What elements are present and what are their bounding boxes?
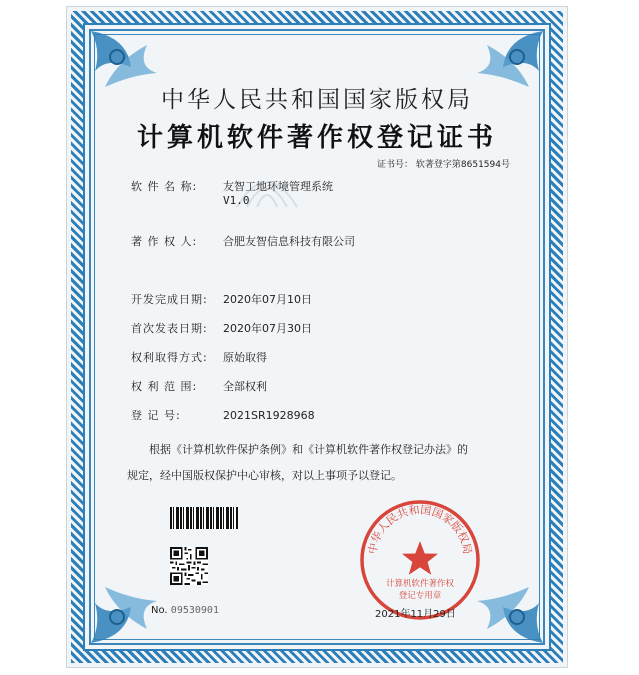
field-label: 登 记 号: <box>131 409 181 422</box>
software-version: V1.0 <box>223 194 250 207</box>
field-label: 权利取得方式: <box>131 351 208 364</box>
field-value: 原始取得 <box>223 351 267 364</box>
certificate <box>66 6 568 668</box>
serial-number <box>151 605 219 616</box>
field-label: 著 作 权 人: <box>131 235 198 248</box>
field-label: 权 利 范 围: <box>131 380 198 393</box>
field-value: 2020年07月10日 <box>223 293 312 306</box>
seal-line-1: 计算机软件著作权 <box>385 579 454 589</box>
field-value: 2020年07月30日 <box>223 322 312 335</box>
field-registration-number <box>131 407 315 423</box>
star-icon <box>402 541 438 575</box>
field-value: 全部权利 <box>223 380 267 393</box>
certificate-number <box>377 157 510 170</box>
legal-statement-line-1: 根据《计算机软件保护条例》和《计算机软件著作权登记办法》的 <box>149 443 468 456</box>
certificate-number-value: 软著登字第8651594号 <box>415 160 510 170</box>
barcode-icon <box>170 507 238 529</box>
field-label: 首次发表日期: <box>131 322 208 335</box>
field-completion-date <box>131 291 312 307</box>
qr-code-icon <box>170 547 208 585</box>
certificate-title: 计算机软件著作权登记证书 <box>136 123 497 153</box>
field-publication-date <box>131 320 312 336</box>
field-value: 合肥友智信息科技有限公司 <box>223 235 355 248</box>
field-value: 2021SR1928968 <box>223 409 315 422</box>
serial-label: No. <box>151 605 168 616</box>
corner-ornament-icon <box>87 561 173 647</box>
field-rights-scope <box>131 378 267 394</box>
serial-number-value: 09530901 <box>170 605 219 616</box>
field-copyright-owner <box>131 233 355 249</box>
field-label: 开发完成日期: <box>131 293 208 306</box>
field-value: 友智工地环境管理系统 <box>223 180 333 193</box>
seal-ring-text: 中华人民共和国国家版权局 <box>365 503 475 556</box>
certificate-number-label: 证书号： <box>377 160 414 170</box>
seal-line-2: 登记专用章 <box>398 591 442 601</box>
field-software-name <box>131 178 333 194</box>
legal-statement-line-2: 规定，经中国版权保护中心审核，对以上事项予以登记。 <box>127 469 402 482</box>
field-label: 软 件 名 称: <box>131 180 198 193</box>
issuing-authority: 中华人民共和国国家版权局 <box>161 87 473 113</box>
field-acquisition-method <box>131 349 267 365</box>
issue-date: 2021年11月29日 <box>375 609 456 620</box>
